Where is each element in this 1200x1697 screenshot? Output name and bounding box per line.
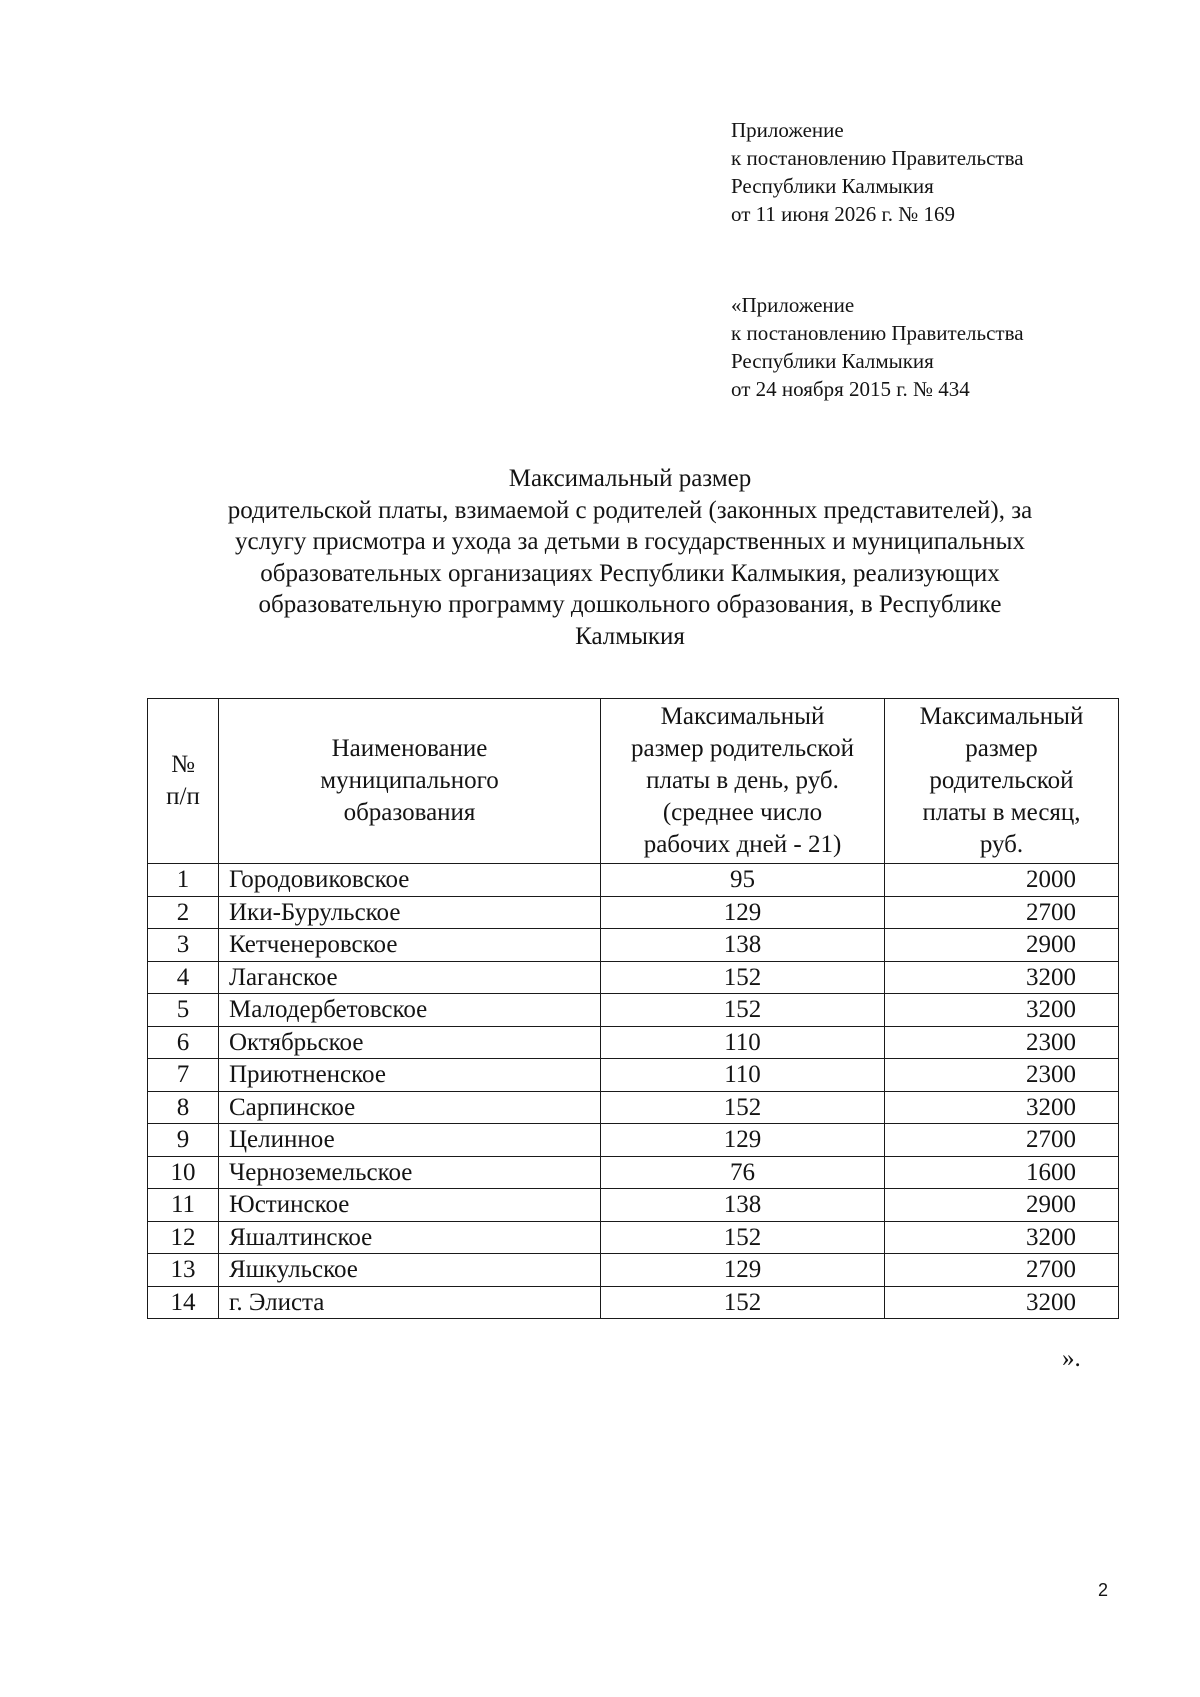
row-number: 3 xyxy=(148,929,219,962)
appendix-old-line-3: Республики Калмыкия xyxy=(731,349,934,373)
header-municipality xyxy=(219,699,601,864)
header-line: размер родительской xyxy=(631,735,854,762)
monthly-fee: 2700 xyxy=(885,1254,1119,1287)
daily-fee: 152 xyxy=(601,1091,885,1124)
header-line: Максимальный xyxy=(660,703,825,730)
header-line: родительской xyxy=(929,767,1074,794)
title-line: образовательную программу дошкольного образования, в Республике xyxy=(258,591,1002,618)
daily-fee: 129 xyxy=(601,1254,885,1287)
parental-fee-table xyxy=(147,698,1119,1319)
daily-fee: 152 xyxy=(601,961,885,994)
row-number: 1 xyxy=(148,864,219,897)
header-line: п/п xyxy=(166,783,200,810)
monthly-fee: 3200 xyxy=(885,1221,1119,1254)
municipality-name: Приютненское xyxy=(219,1059,601,1092)
appendix-new-line-3: Республики Калмыкия xyxy=(731,174,934,198)
row-number: 6 xyxy=(148,1026,219,1059)
header-line: руб. xyxy=(979,831,1024,858)
title-line: услугу присмотра и ухода за детьми в государственных и муниципальных xyxy=(235,528,1025,555)
table-body xyxy=(148,864,1119,1319)
table-row xyxy=(148,1026,1119,1059)
row-number: 7 xyxy=(148,1059,219,1092)
daily-fee: 138 xyxy=(601,1189,885,1222)
municipality-name: Ики-Бурульское xyxy=(219,896,601,929)
row-number: 14 xyxy=(148,1286,219,1319)
row-number: 13 xyxy=(148,1254,219,1287)
page-number: 2 xyxy=(1098,1580,1109,1600)
appendix-new-line-1: Приложение xyxy=(731,118,844,142)
header-line: (среднее число xyxy=(662,799,823,826)
monthly-fee: 2900 xyxy=(885,1189,1119,1222)
header-line: муниципального xyxy=(320,767,499,794)
monthly-fee: 2300 xyxy=(885,1026,1119,1059)
monthly-fee: 2000 xyxy=(885,864,1119,897)
daily-fee: 76 xyxy=(601,1156,885,1189)
table-row xyxy=(148,1091,1119,1124)
header-number xyxy=(148,699,219,864)
table-row xyxy=(148,1059,1119,1092)
title-line: родительской платы, взимаемой с родителей (законных представителей), за xyxy=(227,496,1033,524)
daily-fee: 129 xyxy=(601,1124,885,1157)
row-number: 5 xyxy=(148,994,219,1027)
daily-fee: 152 xyxy=(601,994,885,1027)
row-number: 11 xyxy=(148,1189,219,1222)
closing-quote: ». xyxy=(1062,1345,1081,1372)
daily-fee: 152 xyxy=(601,1286,885,1319)
title-line: Калмыкия xyxy=(575,622,685,650)
municipality-name: Черноземельское xyxy=(219,1156,601,1189)
monthly-fee: 3200 xyxy=(885,1286,1119,1319)
municipality-name: Октябрьское xyxy=(219,1026,601,1059)
table-row xyxy=(148,1124,1119,1157)
title-line: Максимальный размер xyxy=(508,465,752,492)
appendix-old-line-4: от 24 ноября 2015 г. № 434 xyxy=(731,377,970,401)
monthly-fee: 2700 xyxy=(885,896,1119,929)
row-number: 4 xyxy=(148,961,219,994)
appendix-old-line-2: к постановлению Правительства xyxy=(731,321,1024,345)
row-number: 10 xyxy=(148,1156,219,1189)
table-row xyxy=(148,1221,1119,1254)
daily-fee: 110 xyxy=(601,1026,885,1059)
municipality-name: г. Элиста xyxy=(219,1286,601,1319)
row-number: 9 xyxy=(148,1124,219,1157)
municipality-name: Малодербетовское xyxy=(219,994,601,1027)
monthly-fee: 3200 xyxy=(885,994,1119,1027)
monthly-fee: 3200 xyxy=(885,961,1119,994)
monthly-fee: 1600 xyxy=(885,1156,1119,1189)
municipality-name: Юстинское xyxy=(219,1189,601,1222)
monthly-fee: 2300 xyxy=(885,1059,1119,1092)
header-line: платы в день, руб. xyxy=(646,767,839,794)
appendix-new-line-2: к постановлению Правительства xyxy=(731,146,1024,170)
table-row xyxy=(148,864,1119,897)
appendix-header-old xyxy=(731,291,1024,403)
municipality-name: Яшалтинское xyxy=(219,1221,601,1254)
appendix-header-new xyxy=(731,116,1024,228)
header-monthly-fee xyxy=(885,699,1119,864)
municipality-name: Лаганское xyxy=(219,961,601,994)
row-number: 12 xyxy=(148,1221,219,1254)
header-line: размер xyxy=(965,735,1038,762)
document-title xyxy=(150,463,1110,652)
table-row xyxy=(148,1254,1119,1287)
municipality-name: Кетченеровское xyxy=(219,929,601,962)
header-line: Наименование xyxy=(331,735,488,762)
header-line: платы в месяц, xyxy=(922,799,1081,826)
table-row xyxy=(148,961,1119,994)
municipality-name: Целинное xyxy=(219,1124,601,1157)
table-row xyxy=(148,1156,1119,1189)
monthly-fee: 2900 xyxy=(885,929,1119,962)
table-row xyxy=(148,994,1119,1027)
header-line: № xyxy=(171,751,195,778)
municipality-name: Городовиковское xyxy=(219,864,601,897)
header-line: Максимальный xyxy=(919,703,1084,730)
title-line: образовательных организациях Республики Калмыкия, реализующих xyxy=(260,559,1000,587)
row-number: 8 xyxy=(148,1091,219,1124)
row-number: 2 xyxy=(148,896,219,929)
monthly-fee: 3200 xyxy=(885,1091,1119,1124)
daily-fee: 129 xyxy=(601,896,885,929)
daily-fee: 110 xyxy=(601,1059,885,1092)
table-row xyxy=(148,1189,1119,1222)
monthly-fee: 2700 xyxy=(885,1124,1119,1157)
table-header-row xyxy=(148,699,1119,864)
municipality-name: Сарпинское xyxy=(219,1091,601,1124)
daily-fee: 138 xyxy=(601,929,885,962)
appendix-old-line-1: «Приложение xyxy=(731,293,855,317)
table-row xyxy=(148,896,1119,929)
header-line: рабочих дней - 21) xyxy=(643,831,842,858)
header-daily-fee xyxy=(601,699,885,864)
table-row xyxy=(148,929,1119,962)
appendix-new-line-4: от 11 июня 2026 г. № 169 xyxy=(731,202,955,226)
header-line: образования xyxy=(343,799,476,826)
table-row xyxy=(148,1286,1119,1319)
daily-fee: 95 xyxy=(601,864,885,897)
municipality-name: Яшкульское xyxy=(219,1254,601,1287)
daily-fee: 152 xyxy=(601,1221,885,1254)
